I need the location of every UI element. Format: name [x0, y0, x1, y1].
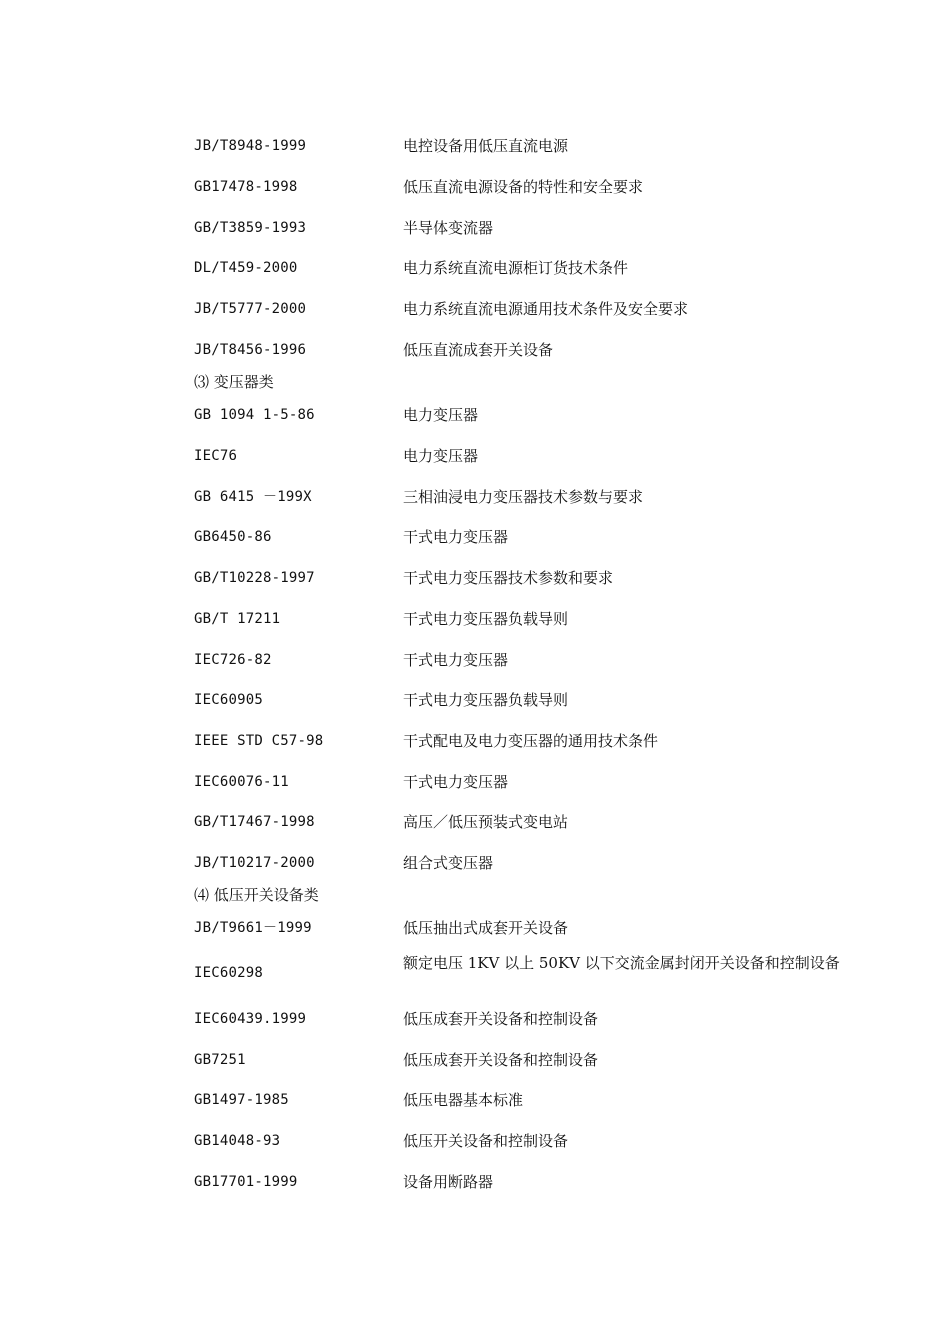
standard-code: JB/T10217-2000 [194, 855, 315, 871]
standard-title: 设备用断路器 [403, 1173, 494, 1191]
standard-title: 低压成套开关设备和控制设备 [403, 1051, 599, 1069]
standard-code: GB6450-86 [194, 529, 272, 545]
standard-code: IEC60076-11 [194, 774, 289, 790]
standard-code: IEC76 [194, 448, 238, 464]
standard-code: GB17478-1998 [194, 179, 298, 195]
standard-title: 低压成套开关设备和控制设备 [403, 1010, 599, 1028]
standard-title: 低压直流电源设备的特性和安全要求 [403, 178, 644, 196]
standard-code: DL/T459-2000 [194, 260, 298, 276]
standard-title: 低压开关设备和控制设备 [403, 1132, 569, 1150]
standard-title: 低压电器基本标准 [403, 1091, 524, 1109]
standard-title: 干式配电及电力变压器的通用技术条件 [403, 732, 659, 750]
section-heading: ⑶ 变压器类 [194, 373, 274, 391]
standard-title: 干式电力变压器负载导则 [403, 691, 569, 709]
standard-title: 低压直流成套开关设备 [403, 341, 554, 359]
standard-title: 电力系统直流电源通用技术条件及安全要求 [403, 300, 689, 318]
standard-code: IEC60905 [194, 692, 264, 708]
standard-code: GB14048-93 [194, 1133, 281, 1149]
standard-title: 干式电力变压器 [403, 773, 509, 791]
standard-title: 组合式变压器 [403, 854, 494, 872]
standard-code: IEEE STD C57-98 [194, 733, 324, 749]
standard-code: IEC726-82 [194, 652, 272, 668]
standard-code: GB1497-1985 [194, 1092, 289, 1108]
standard-title: 电力系统直流电源柜订货技术条件 [403, 259, 629, 277]
standard-code: JB/T9661－1999 [194, 920, 312, 936]
standard-title: 低压抽出式成套开关设备 [403, 919, 569, 937]
standard-title: 电控设备用低压直流电源 [403, 137, 569, 155]
standard-title: 干式电力变压器 [403, 651, 509, 669]
standard-code: JB/T8456-1996 [194, 342, 307, 358]
standard-title: 额定电压 1KV 以上 50KV 以下交流金属封闭开关设备和控制设备 [403, 954, 840, 972]
standard-code: IEC60439.1999 [194, 1011, 307, 1027]
standard-title: 电力变压器 [403, 447, 479, 465]
standard-code: JB/T8948-1999 [194, 138, 307, 154]
standard-code: JB/T5777-2000 [194, 301, 307, 317]
standard-code: GB 1094 1-5-86 [194, 407, 315, 423]
standard-title: 干式电力变压器负载导则 [403, 610, 569, 628]
standard-code: GB/T17467-1998 [194, 814, 315, 830]
standard-code: GB 6415 －199X [194, 489, 312, 505]
standard-code: GB/T 17211 [194, 611, 281, 627]
standard-code: GB/T10228-1997 [194, 570, 315, 586]
standard-code: GB17701-1999 [194, 1174, 298, 1190]
standard-title: 半导体变流器 [403, 219, 494, 237]
standard-title: 干式电力变压器技术参数和要求 [403, 569, 614, 587]
standard-title: 高压／低压预装式变电站 [403, 813, 569, 831]
standard-code: IEC60298 [194, 965, 264, 981]
section-heading: ⑷ 低压开关设备类 [194, 886, 319, 904]
standard-code: GB/T3859-1993 [194, 220, 307, 236]
standard-code: GB7251 [194, 1052, 246, 1068]
standard-title: 电力变压器 [403, 406, 479, 424]
standard-title: 三相油浸电力变压器技术参数与要求 [403, 488, 644, 506]
standard-title: 干式电力变压器 [403, 528, 509, 546]
